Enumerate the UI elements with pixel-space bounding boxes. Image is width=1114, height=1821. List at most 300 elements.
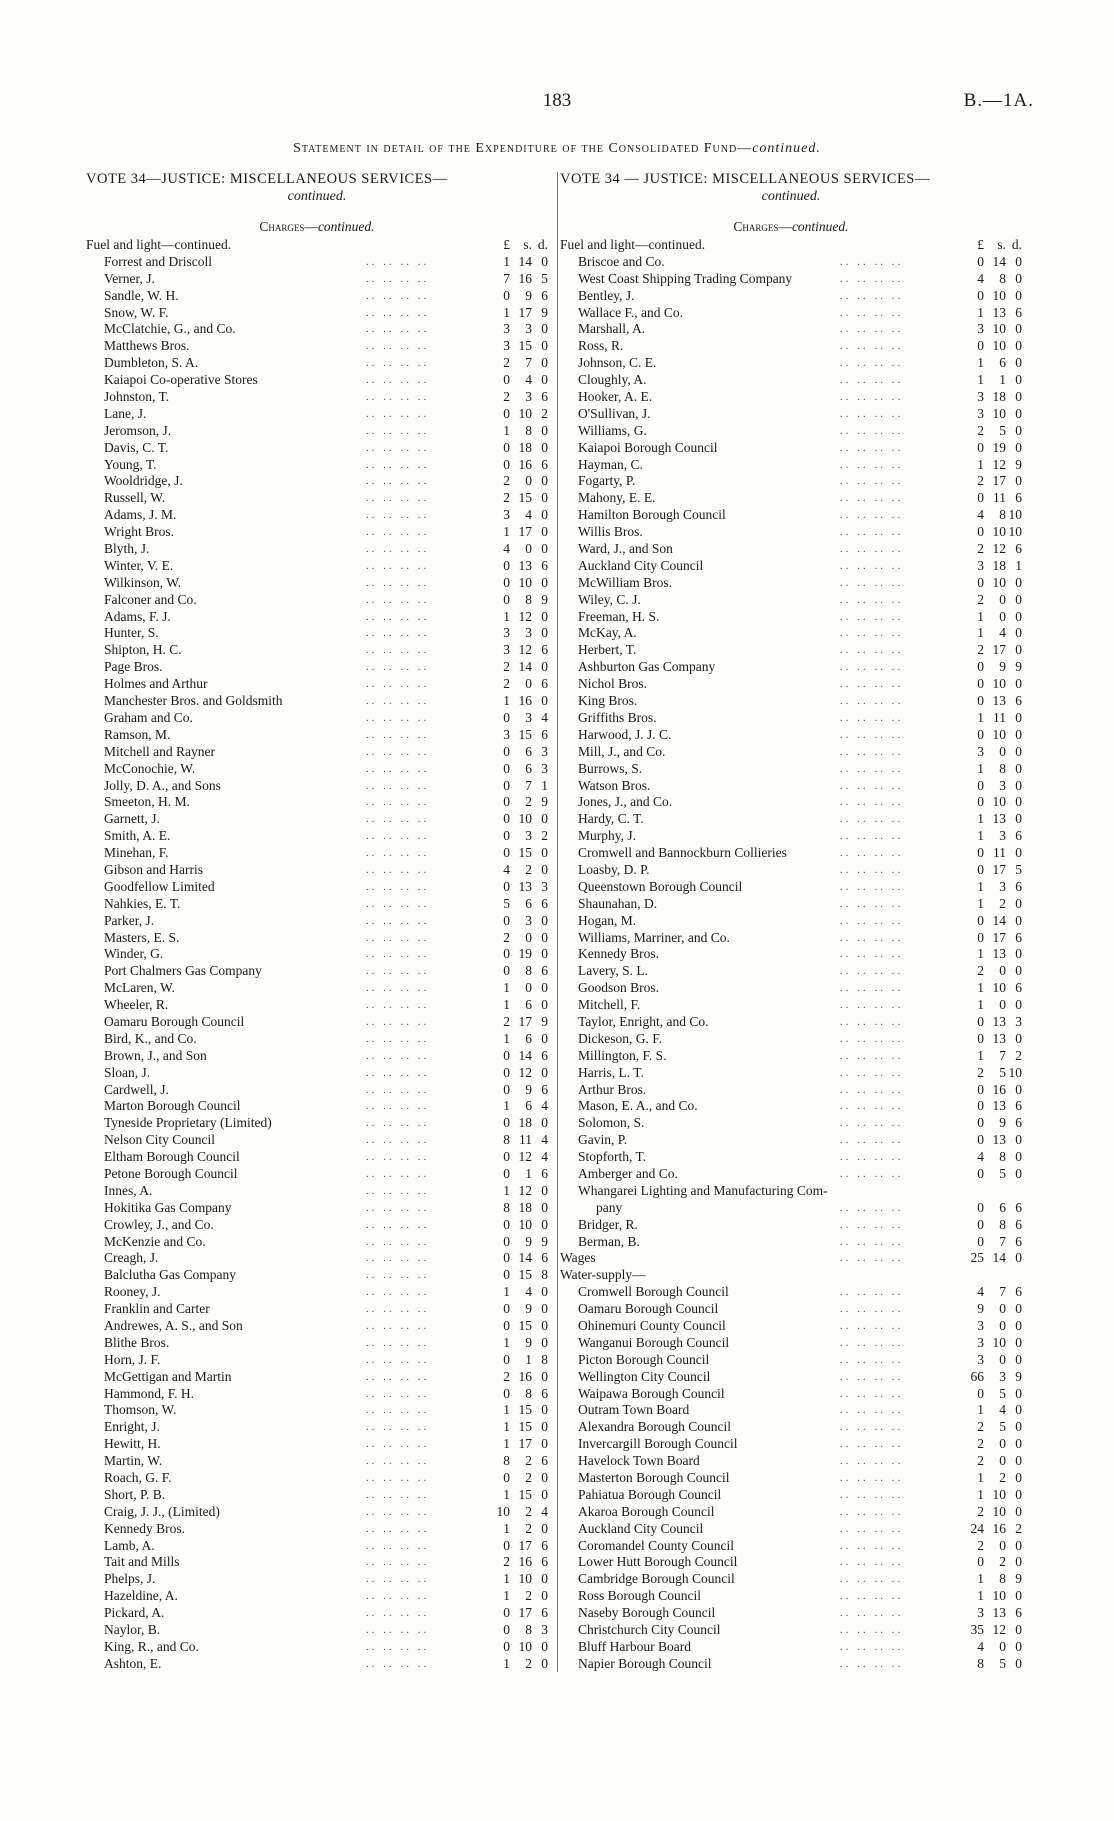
ledger-row — [560, 913, 1022, 930]
pounds: 0 — [503, 1351, 510, 1367]
pounds: 0 — [503, 1605, 510, 1621]
leader-dots: .. .. .. .. — [366, 1455, 430, 1468]
shillings: 17 — [992, 473, 1006, 489]
shillings: 8 — [999, 1216, 1006, 1232]
leader-dots: .. .. .. .. — [366, 1336, 430, 1349]
amount — [960, 727, 1022, 744]
amount — [960, 440, 1022, 457]
shillings: 0 — [999, 1537, 1006, 1553]
amount — [960, 1521, 1022, 1538]
amount — [486, 271, 548, 288]
pence: 0 — [1015, 1351, 1022, 1367]
leader-dots: .. .. .. .. — [366, 1590, 430, 1603]
amount — [486, 1622, 548, 1639]
ledger-row — [560, 473, 1022, 490]
ledger-row — [560, 541, 1022, 558]
pence: 0 — [541, 1199, 548, 1215]
pounds: 2 — [977, 1503, 984, 1519]
payee-name: Winder, G. — [104, 946, 164, 962]
payee-name: Mill, J., and Co. — [578, 743, 666, 759]
amount — [960, 338, 1022, 355]
leader-dots: .. .. .. .. — [840, 1590, 904, 1603]
amount — [486, 879, 548, 896]
shillings: 10 — [518, 811, 532, 827]
ledger-row — [86, 524, 548, 541]
pounds: 0 — [503, 845, 510, 861]
amount — [960, 1082, 1022, 1099]
pence: 6 — [1015, 1216, 1022, 1232]
pounds: 1 — [503, 1284, 510, 1300]
pounds: 4 — [977, 1149, 984, 1165]
leader-dots: .. .. .. .. — [366, 509, 430, 522]
ledger-row — [560, 1335, 1022, 1352]
leader-dots: .. .. .. .. — [366, 1370, 430, 1383]
payee-name: Wellington City Council — [578, 1368, 711, 1384]
leader-dots: .. .. .. .. — [366, 289, 430, 302]
pounds: 1 — [977, 878, 984, 894]
pounds: 3 — [977, 321, 984, 337]
leader-dots: .. .. .. .. — [840, 1404, 904, 1417]
amount — [486, 896, 548, 913]
ledger-row — [560, 710, 1022, 727]
pence: 0 — [1015, 1503, 1022, 1519]
pounds: 2 — [977, 1436, 984, 1452]
pounds: 0 — [977, 524, 984, 540]
pounds: 0 — [503, 1115, 510, 1131]
amount — [486, 355, 548, 372]
pounds: 1 — [503, 608, 510, 624]
leader-dots: .. .. .. .. — [840, 999, 904, 1012]
shillings: 9 — [525, 1233, 532, 1249]
amount — [960, 879, 1022, 896]
pounds: 1 — [503, 997, 510, 1013]
shillings: 17 — [992, 929, 1006, 945]
leader-dots: .. .. .. .. — [366, 813, 430, 826]
ledger-row — [86, 862, 548, 879]
shillings: 10 — [992, 338, 1006, 354]
amount — [486, 642, 548, 659]
amount — [960, 1487, 1022, 1504]
shillings: 10 — [992, 794, 1006, 810]
ledger-row — [560, 1554, 1022, 1571]
leader-dots: .. .. .. .. — [840, 1100, 904, 1113]
ledger-row — [560, 659, 1022, 676]
payee-name: Cambridge Borough Council — [578, 1571, 735, 1587]
pence: 0 — [541, 625, 548, 641]
payee-name: Crowley, J., and Co. — [104, 1216, 214, 1232]
amount — [486, 1386, 548, 1403]
shillings: 9 — [999, 659, 1006, 675]
pounds: 0 — [503, 405, 510, 421]
amount — [960, 659, 1022, 676]
shillings-unit: s. — [997, 237, 1006, 252]
column-divider — [557, 172, 558, 1672]
shillings: 2 — [525, 794, 532, 810]
shillings: 17 — [518, 524, 532, 540]
ledger-row — [560, 1301, 1022, 1318]
shillings: 16 — [518, 1368, 532, 1384]
pounds: 4 — [977, 270, 984, 286]
amount — [960, 271, 1022, 288]
ledger-row — [560, 1538, 1022, 1555]
pence: 0 — [541, 929, 548, 945]
pounds: 0 — [977, 861, 984, 877]
ledger-row — [86, 761, 548, 778]
shillings: 10 — [992, 405, 1006, 421]
amount — [960, 1605, 1022, 1622]
leader-dots: .. .. .. .. — [840, 982, 904, 995]
ledger-row — [86, 1149, 548, 1166]
pence: 4 — [541, 1149, 548, 1165]
amount — [960, 558, 1022, 575]
ledger-row — [86, 1115, 548, 1132]
pounds: 8 — [503, 1453, 510, 1469]
payee-name: O'Sullivan, J. — [578, 405, 651, 421]
ledger-row — [560, 1183, 1022, 1200]
pence: 0 — [1015, 726, 1022, 742]
shillings: 10 — [992, 1503, 1006, 1519]
shillings: 16 — [518, 270, 532, 286]
pounds: 3 — [977, 743, 984, 759]
payee-name: Wooldridge, J. — [104, 473, 183, 489]
leader-dots: .. .. .. .. — [840, 678, 904, 691]
leader-dots: .. .. .. .. — [840, 1455, 904, 1468]
ledger-row — [560, 1065, 1022, 1082]
payee-name: Auckland City Council — [578, 557, 704, 573]
leader-dots: .. .. .. .. — [366, 1015, 430, 1028]
pounds: 3 — [977, 1318, 984, 1333]
payee-name: Freeman, H. S. — [578, 608, 660, 624]
ledger-row — [86, 592, 548, 609]
payee-name: McGettigan and Martin — [104, 1368, 232, 1384]
ledger-row — [86, 1048, 548, 1065]
pounds: 2 — [503, 473, 510, 489]
payee-name: Hogan, M. — [578, 912, 637, 928]
pence: 10 — [1008, 524, 1022, 540]
shillings: 2 — [525, 1520, 532, 1536]
pounds: 4 — [503, 861, 510, 877]
shillings: 0 — [999, 1301, 1006, 1317]
leader-dots: .. .. .. .. — [840, 1083, 904, 1096]
payee-name: Arthur Bros. — [578, 1081, 647, 1097]
payee-name: McKay, A. — [578, 625, 637, 641]
leader-dots: .. .. .. .. — [840, 847, 904, 860]
ledger-row — [86, 676, 548, 693]
payee-name: Kennedy Bros. — [104, 1520, 185, 1536]
payee-name: Roach, G. F. — [104, 1470, 172, 1486]
pence: 0 — [541, 422, 548, 438]
pounds: 2 — [503, 929, 510, 945]
ledger-row — [560, 1639, 1022, 1656]
leader-dots: .. .. .. .. — [840, 779, 904, 792]
payee-name: Adams, J. M. — [104, 507, 177, 523]
amount — [960, 406, 1022, 423]
pounds: 2 — [503, 1013, 510, 1029]
payee-name: Lower Hutt Borough Council — [578, 1554, 738, 1570]
amount — [486, 1048, 548, 1065]
shillings: 16 — [518, 1554, 532, 1570]
ledger-row — [560, 1250, 1022, 1267]
payee-name: Napier Borough Council — [578, 1655, 712, 1671]
shillings: 15 — [518, 1402, 532, 1418]
amount — [486, 1605, 548, 1622]
leader-dots: .. .. .. .. — [366, 1201, 430, 1214]
amount — [486, 1166, 548, 1183]
ledger-row — [86, 930, 548, 947]
payee-name: Sandle, W. H. — [104, 287, 179, 303]
ledger-row — [86, 1098, 548, 1115]
shillings: 10 — [518, 1571, 532, 1587]
ledger-row — [86, 1284, 548, 1301]
pounds: 1 — [977, 946, 984, 962]
leader-dots: .. .. .. .. — [840, 914, 904, 927]
ledger-row — [560, 862, 1022, 879]
pounds: 3 — [977, 1605, 984, 1621]
pence: 0 — [541, 490, 548, 506]
shillings: 9 — [525, 1334, 532, 1350]
leader-dots: .. .. .. .. — [366, 830, 430, 843]
pounds: 4 — [977, 1638, 984, 1654]
payee-name: Coromandel County Council — [578, 1537, 734, 1553]
ledger-row — [560, 1487, 1022, 1504]
pence: 6 — [541, 1605, 548, 1621]
leader-dots: .. .. .. .. — [366, 695, 430, 708]
pence: 0 — [1015, 1419, 1022, 1435]
payee-name: Havelock Town Board — [578, 1453, 700, 1469]
shillings: 16 — [992, 1081, 1006, 1097]
leader-dots: .. .. .. .. — [840, 931, 904, 944]
leader-dots: .. .. .. .. — [840, 1472, 904, 1485]
pence: 0 — [1015, 709, 1022, 725]
shillings: 9 — [999, 1115, 1006, 1131]
pence: 6 — [1015, 929, 1022, 945]
currency-units — [960, 237, 1022, 254]
left-ledger — [86, 254, 548, 1673]
pence: 0 — [1015, 625, 1022, 641]
leader-dots: .. .. .. .. — [366, 1387, 430, 1400]
amount — [960, 625, 1022, 642]
ledger-row — [86, 1234, 548, 1251]
amount — [486, 710, 548, 727]
section-header-row — [86, 237, 548, 254]
amount — [960, 1014, 1022, 1031]
shillings: 0 — [525, 929, 532, 945]
ledger-row — [86, 997, 548, 1014]
leader-dots: .. .. .. .. — [366, 627, 430, 640]
shillings: 3 — [525, 912, 532, 928]
ledger-row — [560, 896, 1022, 913]
pounds: 2 — [977, 591, 984, 607]
payee-name: Willis Bros. — [578, 524, 643, 540]
pence: 0 — [1015, 1537, 1022, 1553]
ledger-row — [560, 524, 1022, 541]
pounds: 1 — [503, 1098, 510, 1114]
pounds: 1 — [503, 1588, 510, 1604]
shillings: 16 — [518, 456, 532, 472]
pence: 6 — [541, 1554, 548, 1570]
pence: 0 — [1015, 1655, 1022, 1671]
pence: 2 — [1015, 1520, 1022, 1536]
ledger-row — [560, 254, 1022, 271]
pence: 6 — [1015, 304, 1022, 320]
ledger-row — [560, 1352, 1022, 1369]
pence: 0 — [1015, 372, 1022, 388]
pounds: 10 — [496, 1503, 510, 1519]
pence: 0 — [1015, 338, 1022, 354]
payee-name: Jeromson, J. — [104, 422, 172, 438]
amount — [960, 423, 1022, 440]
shillings: 0 — [999, 1436, 1006, 1452]
pounds: 3 — [503, 507, 510, 523]
pence: 0 — [541, 1064, 548, 1080]
ledger-row — [560, 744, 1022, 761]
amount — [486, 1082, 548, 1099]
ledger-row — [86, 1301, 548, 1318]
pence: 2 — [1015, 1047, 1022, 1063]
pence: 0 — [541, 1486, 548, 1502]
ledger-row — [86, 1639, 548, 1656]
page-number: 183 — [542, 90, 572, 111]
payee-name: Masters, E. S. — [104, 929, 180, 945]
payee-name: Wages — [560, 1250, 596, 1266]
pence: 0 — [1015, 473, 1022, 489]
ledger-row — [86, 406, 548, 423]
shillings: 4 — [525, 1284, 532, 1300]
payee-name: Naylor, B. — [104, 1622, 161, 1638]
amount — [486, 1554, 548, 1571]
amount — [960, 490, 1022, 507]
pence: 6 — [541, 1250, 548, 1266]
leader-dots: .. .. .. .. — [366, 1657, 430, 1670]
ledger-row — [86, 1402, 548, 1419]
pounds: 0 — [503, 828, 510, 844]
amount — [960, 1098, 1022, 1115]
pounds: 0 — [503, 1064, 510, 1080]
pounds: 0 — [977, 1030, 984, 1046]
amount — [960, 389, 1022, 406]
amount — [960, 744, 1022, 761]
shillings: 5 — [999, 422, 1006, 438]
leader-dots: .. .. .. .. — [840, 1286, 904, 1299]
shillings: 13 — [992, 811, 1006, 827]
pounds: 1 — [503, 1334, 510, 1350]
shillings: 7 — [999, 1233, 1006, 1249]
pounds: 2 — [503, 1368, 510, 1384]
leader-dots: .. .. .. .. — [366, 1100, 430, 1113]
pence: 0 — [1015, 1318, 1022, 1333]
shillings: 17 — [518, 1537, 532, 1553]
ledger-row — [560, 980, 1022, 997]
shillings: 19 — [518, 946, 532, 962]
shillings: 8 — [525, 963, 532, 979]
pounds: 1 — [977, 355, 984, 371]
payee-name: Hooker, A. E. — [578, 389, 653, 405]
ledger-row — [86, 457, 548, 474]
leader-dots: .. .. .. .. — [840, 1370, 904, 1383]
shillings: 13 — [992, 1013, 1006, 1029]
amount — [960, 473, 1022, 490]
pounds: 1 — [977, 980, 984, 996]
ledger-row — [86, 305, 548, 322]
pence: 0 — [541, 912, 548, 928]
leader-dots: .. .. .. .. — [840, 1421, 904, 1434]
ledger-row — [560, 305, 1022, 322]
payee-name: Christchurch City Council — [578, 1622, 721, 1638]
pence: 6 — [541, 1453, 548, 1469]
amount — [960, 761, 1022, 778]
ledger-row — [86, 1217, 548, 1234]
amount — [486, 490, 548, 507]
shillings: 10 — [518, 1638, 532, 1654]
payee-name: Hardy, C. T. — [578, 811, 644, 827]
pounds: 0 — [503, 456, 510, 472]
pounds: 1 — [977, 372, 984, 388]
payee-name: Sloan, J. — [104, 1064, 151, 1080]
pence: 5 — [541, 270, 548, 286]
pence: 9 — [541, 1233, 548, 1249]
leader-dots: .. .. .. .. — [840, 272, 904, 285]
pounds: 0 — [977, 574, 984, 590]
leader-dots: .. .. .. .. — [840, 661, 904, 674]
amount — [486, 305, 548, 322]
pounds-unit: £ — [503, 237, 510, 252]
ledger-row — [560, 507, 1022, 524]
ledger-row — [86, 1014, 548, 1031]
ledger-row — [560, 609, 1022, 626]
shillings: 8 — [999, 1149, 1006, 1165]
leader-dots: .. .. .. .. — [840, 1573, 904, 1586]
leader-dots: .. .. .. .. — [840, 1320, 904, 1332]
leader-dots: .. .. .. .. — [366, 1472, 430, 1485]
leader-dots: .. .. .. .. — [366, 610, 430, 623]
ledger-row — [86, 625, 548, 642]
pence: 2 — [541, 405, 548, 421]
amount — [960, 1318, 1022, 1335]
leader-dots: .. .. .. .. — [366, 1505, 430, 1518]
pounds: 1 — [977, 828, 984, 844]
shillings: 14 — [992, 912, 1006, 928]
ledger-row — [560, 997, 1022, 1014]
amount — [960, 1639, 1022, 1656]
leader-dots: .. .. .. .. — [840, 965, 904, 978]
shillings: 10 — [518, 574, 532, 590]
amount — [960, 1217, 1022, 1234]
payee-name: Bentley, J. — [578, 287, 635, 303]
amount — [960, 1436, 1022, 1453]
leader-dots: .. .. .. .. — [840, 695, 904, 708]
payee-name: Williams, Marriner, and Co. — [578, 929, 730, 945]
amount — [486, 778, 548, 795]
payee-name: Port Chalmers Gas Company — [104, 963, 262, 979]
ledger-row — [86, 1369, 548, 1386]
pence: 0 — [1015, 912, 1022, 928]
pounds: 0 — [977, 439, 984, 455]
pounds: 1 — [977, 456, 984, 472]
shillings: 5 — [999, 1165, 1006, 1181]
ledger-row — [560, 372, 1022, 389]
leader-dots: .. .. .. .. — [840, 1167, 904, 1180]
amount — [486, 1098, 548, 1115]
pounds: 0 — [503, 574, 510, 590]
pence: 0 — [541, 1419, 548, 1435]
pence: 0 — [1015, 1402, 1022, 1418]
payee-name: Ohinemuri County Council — [578, 1318, 726, 1333]
leader-dots: .. .. .. .. — [840, 526, 904, 539]
shillings: 5 — [999, 1385, 1006, 1401]
pounds: 0 — [503, 811, 510, 827]
payee-name: Mitchell, F. — [578, 997, 641, 1013]
pounds: 1 — [503, 980, 510, 996]
